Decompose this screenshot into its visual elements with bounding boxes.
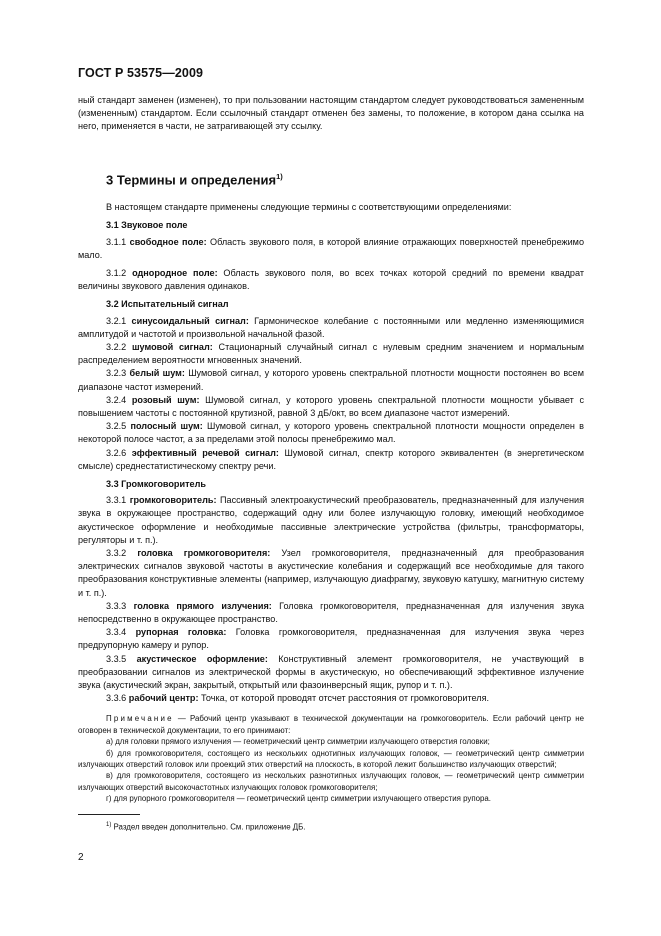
section-title: 3 Термины и определения$^{1)}$ [106, 171, 283, 187]
term-name: белый шум: [129, 368, 185, 379]
note-item: а) для головки прямого излучения — геометрический центр симметрии излучающего отверстия головки; [106, 737, 490, 747]
term-entry: 3.1.2 однородное поле: Область звукового поля, во всех точках которой средний по времени квадрат величины звукового давления одинаков. [78, 267, 584, 292]
term-entry: 3.3.5 акустическое оформление: Конструктивный элемент громкоговорителя, не участвующий в преобразовании сигналов из электрической формы в акустическую, но обеспечивающий эффективное излучение звука (акустический экран, закрытый, открытый или фазоинверсный ящик, рупор и т. п.). [78, 653, 584, 691]
term-name: розовый шум: [131, 394, 200, 405]
term-entry: 3.2.6 эффективный речевой сигнал: Шумовой сигнал, спектр которого эквивалентен (в энергетическом смысле) среднестатистическому спектру речи. [78, 447, 584, 471]
note-block [78, 713, 584, 804]
term-entry: 3.2.4 розовый шум: Шумовой сигнал, у которого уровень спектральной плотности мощности убывает с повышением частоты с постоянной крутизной, равной 3 дБ/окт, во всем диапазоне частот измерений. [78, 394, 584, 418]
term-name: головка громкоговорителя: [137, 548, 271, 559]
term-entry: 3.2.3 белый шум: Шумовой сигнал, у которого уровень спектральной плотности мощности постоянен во всем диапазоне частот измерений. [78, 368, 584, 392]
term-entry: 3.2.5 полосный шум: Шумовой сигнал, у которого уровень спектральной плотности мощности определен в некоторой полосе частот, а за пределами этой полосы пренебрежимо мал. [78, 421, 585, 445]
term-entry: 3.1.1 свободное поле: Область звукового поля, в которой влияние отражающих поверхностей пренебрежимо мало. [78, 236, 584, 260]
term-entry: 3.3.1 громкоговоритель: Пассивный электроакустический преобразователь, предназначенный для излучения звука в окружающее пространство, содержащий одну или более излучающую головку, имеющий необходимое акустическое оформление и необходимые пассивные электрические устройства (фильтры, трансформаторы, регуляторы и т. п.). [78, 495, 584, 545]
term-name: рупорная головка: [135, 627, 227, 638]
term-name: однородное поле: [132, 267, 218, 278]
term-name: громкоговоритель: [129, 495, 217, 506]
term-entry: 3.3.3 головка прямого излучения: Головка громкоговорителя, предназначенная для излучения звука непосредственно в окружающее пространство. [78, 600, 585, 625]
footnote-divider [78, 814, 140, 815]
term-entry: 3.3.2 головка громкоговорителя: Узел громкоговорителя, предназначенный для преобразования электрических сигналов звуковой частоты в акустические колебания и содержащий все необходимые для такого преобразования конструктивные элементы (например, излучающую диафрагму, звуковую катушку, магнитную систему и т. п.). [78, 548, 584, 598]
intro-continuation: ный стандарт заменен (изменен), то при пользовании настоящим стандартом следует руководствоваться замененным (измененным) стандартом. Если ссылочный стандарт отменен без замены, то положение, в котором дана ссылка на него, применяется в части, не затрагивающей эту ссылку. [78, 95, 584, 132]
subsection-heading: 3.1 Звуковое поле [106, 220, 188, 231]
term-entry: 3.2.1 синусоидальный сигнал: Гармоническое колебание с постоянными или медленно изменяющимися амплитудой и частотой и произвольной начальной фазой. [78, 315, 584, 339]
page-content [78, 94, 584, 805]
document-header: ГОСТ Р 53575—2009 [78, 66, 204, 80]
term-entry: 3.3.6 рабочий центр: Точка, от которой проводят отсчет расстояния от громкоговорителя. [106, 693, 490, 704]
note-item: г) для рупорного громкоговорителя — геометрический центр симметрии излучающего отверстия рупора. [106, 794, 491, 804]
term-name: синусоидальный сигнал: [131, 315, 249, 326]
note-label: Примечание [106, 714, 174, 724]
term-name: свободное поле: [129, 236, 207, 247]
term-name: полосный шум: [130, 421, 203, 432]
section-lead: В настоящем стандарте применены следующие термины с соответствующими определениями: [106, 202, 512, 213]
footnote-mark: 1) [106, 822, 112, 828]
term-name: рабочий центр: [128, 693, 199, 704]
subsection-heading: 3.2 Испытательный сигнал [106, 299, 229, 310]
note-intro: Примечание — Рабочий центр указывают в технической документации на громкоговоритель. Если рабочий центр не оговорен в технической документации, то его принимают: [78, 714, 584, 735]
term-name: шумовой сигнал: [131, 341, 213, 352]
note-item: в) для громкоговорителя, состоящего из нескольких разнотипных излучающих головок, — геометрический центр симметрии излучающих отверстий высокочастотных излучающих головок громкоговорителя; [78, 771, 584, 792]
subsection-heading: 3.3 Громкоговоритель [106, 479, 206, 489]
note-item: б) для громкоговорителя, состоящего из нескольких однотипных излучающих головок, — геометрический центр симметрии излучающих отверстий головок или проекций этих отверстий на плоскость, в которой лежит большинство излучающих отверстий; [78, 748, 584, 770]
term-entry: 3.2.2 шумовой сигнал: Стационарный случайный сигнал с нулевым средним значением и нормальным распределением вероятности мгновенных значений. [78, 341, 584, 366]
term-entry: 3.3.4 рупорная головка: Головка громкоговорителя, предназначенная для излучения звука через предрупорную камеру и рупор. [78, 627, 584, 651]
footnote: $^{1)}$ Раздел введен дополнительно. См. приложение ДБ. [106, 822, 306, 832]
term-name: эффективный речевой сигнал: [131, 447, 279, 458]
section-footnote-mark: 1) [276, 171, 283, 181]
page-number: 2 [78, 852, 84, 863]
term-name: головка прямого излучения: [133, 600, 272, 611]
term-name: акустическое оформление: [136, 653, 268, 664]
